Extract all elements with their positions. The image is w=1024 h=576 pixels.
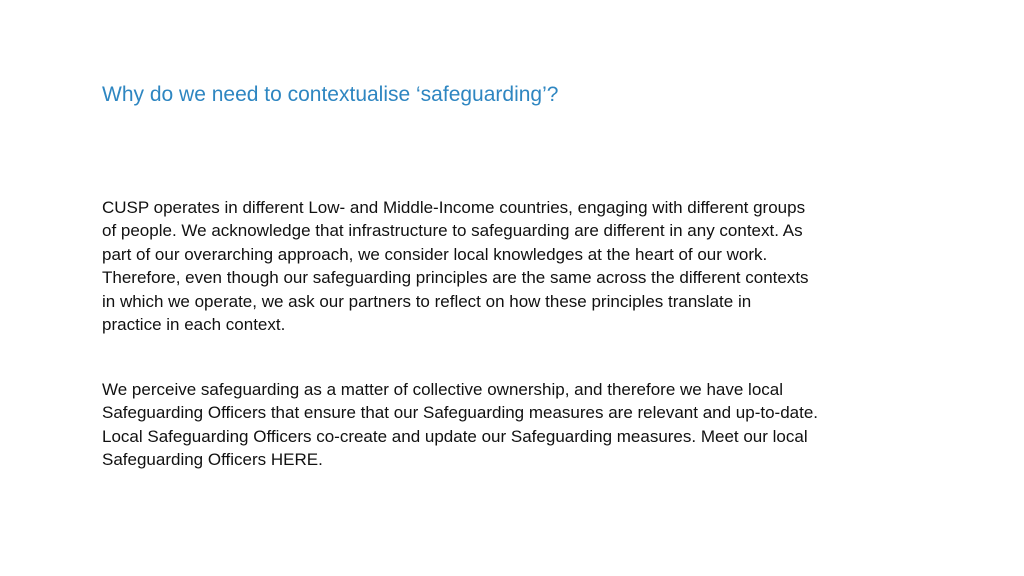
paragraph-line: Therefore, even though our safeguarding principles are the same across the different contexts bbox=[102, 268, 809, 288]
paragraph-line: Safeguarding Officers HERE. bbox=[102, 450, 323, 470]
paragraph-line: practice in each context. bbox=[102, 315, 286, 335]
paragraph-line: part of our overarching approach, we consider local knowledges at the heart of our work. bbox=[102, 244, 768, 264]
paragraph-line: of people. We acknowledge that infrastructure to safeguarding are different in any context. As bbox=[102, 221, 803, 241]
paragraph-collective-ownership bbox=[102, 378, 932, 472]
paragraph-line: We perceive safeguarding as a matter of collective ownership, and therefore we have local bbox=[102, 380, 784, 399]
paragraph-line: CUSP operates in different Low- and Middle-Income countries, engaging with different groups bbox=[102, 198, 806, 217]
slide-title: Why do we need to contextualise ‘safeguarding’? bbox=[102, 83, 559, 106]
paragraph-contextualisation bbox=[102, 196, 932, 336]
paragraph-line: in which we operate, we ask our partners to reflect on how these principles translate in bbox=[102, 291, 752, 311]
paragraph-line: Local Safeguarding Officers co-create and update our Safeguarding measures. Meet our local bbox=[102, 426, 808, 446]
paragraph-line: Safeguarding Officers that ensure that our Safeguarding measures are relevant and up-to-date. bbox=[102, 403, 819, 423]
